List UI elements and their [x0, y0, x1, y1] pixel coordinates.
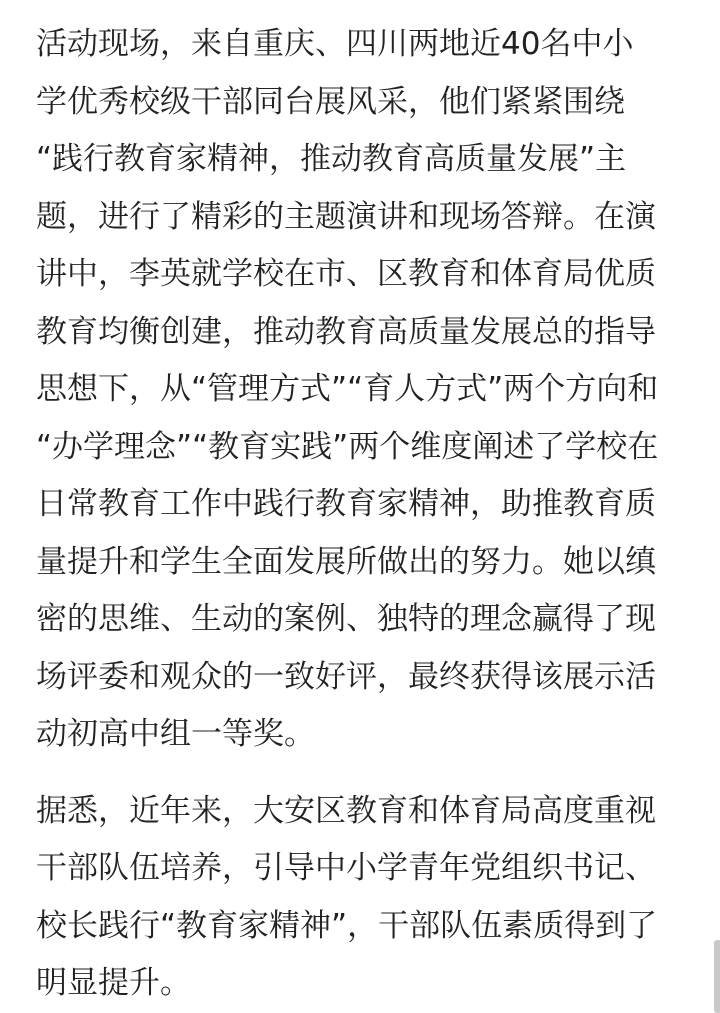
text-line: 动初高中组一等奖。 — [36, 716, 315, 752]
text-line: 教育均衡创建，推动教育高质量发展总的指导 — [36, 313, 656, 350]
paragraph-1 — [36, 16, 686, 764]
text-line: 校长践行“教育家精神”，干部队伍素质得到了 — [36, 907, 658, 944]
text-line: 活动现场，来自重庆、四川两地近40名中小 — [36, 26, 634, 62]
text-line: 明显提升。 — [36, 965, 191, 1001]
scrollbar-thumb[interactable] — [714, 940, 720, 1013]
paragraph-spacer — [36, 764, 686, 783]
paragraph-2 — [36, 783, 686, 1013]
text-line: 学优秀校级干部同台展风采，他们紧紧围绕 — [36, 83, 625, 120]
text-line: 干部队伍培养，引导中小学青年党组织书记、 — [36, 850, 656, 886]
text-line: “办学理念”“教育实践”两个维度阐述了学校在 — [36, 428, 659, 465]
text-line: 场评委和观众的一致好评，最终获得该展示活 — [36, 658, 656, 695]
text-line: 思想下，从“管理方式”“育人方式”两个方向和 — [36, 371, 659, 407]
text-line: 量提升和学生全面发展所做出的努力。她以缜 — [36, 543, 656, 580]
text-line: 日常教育工作中践行教育家精神，助推教育质 — [36, 486, 656, 522]
text-line: 据悉，近年来，大安区教育和体育局高度重视 — [36, 792, 656, 829]
text-line: 题，进行了精彩的主题演讲和现场答辩。在演 — [36, 198, 656, 235]
article-body — [36, 0, 686, 1013]
text-line: 讲中，李英就学校在市、区教育和体育局优质 — [36, 256, 656, 292]
text-line: “践行教育家精神，推动教育高质量发展”主 — [36, 141, 627, 177]
text-line: 密的思维、生动的案例、独特的理念赢得了现 — [36, 601, 656, 637]
